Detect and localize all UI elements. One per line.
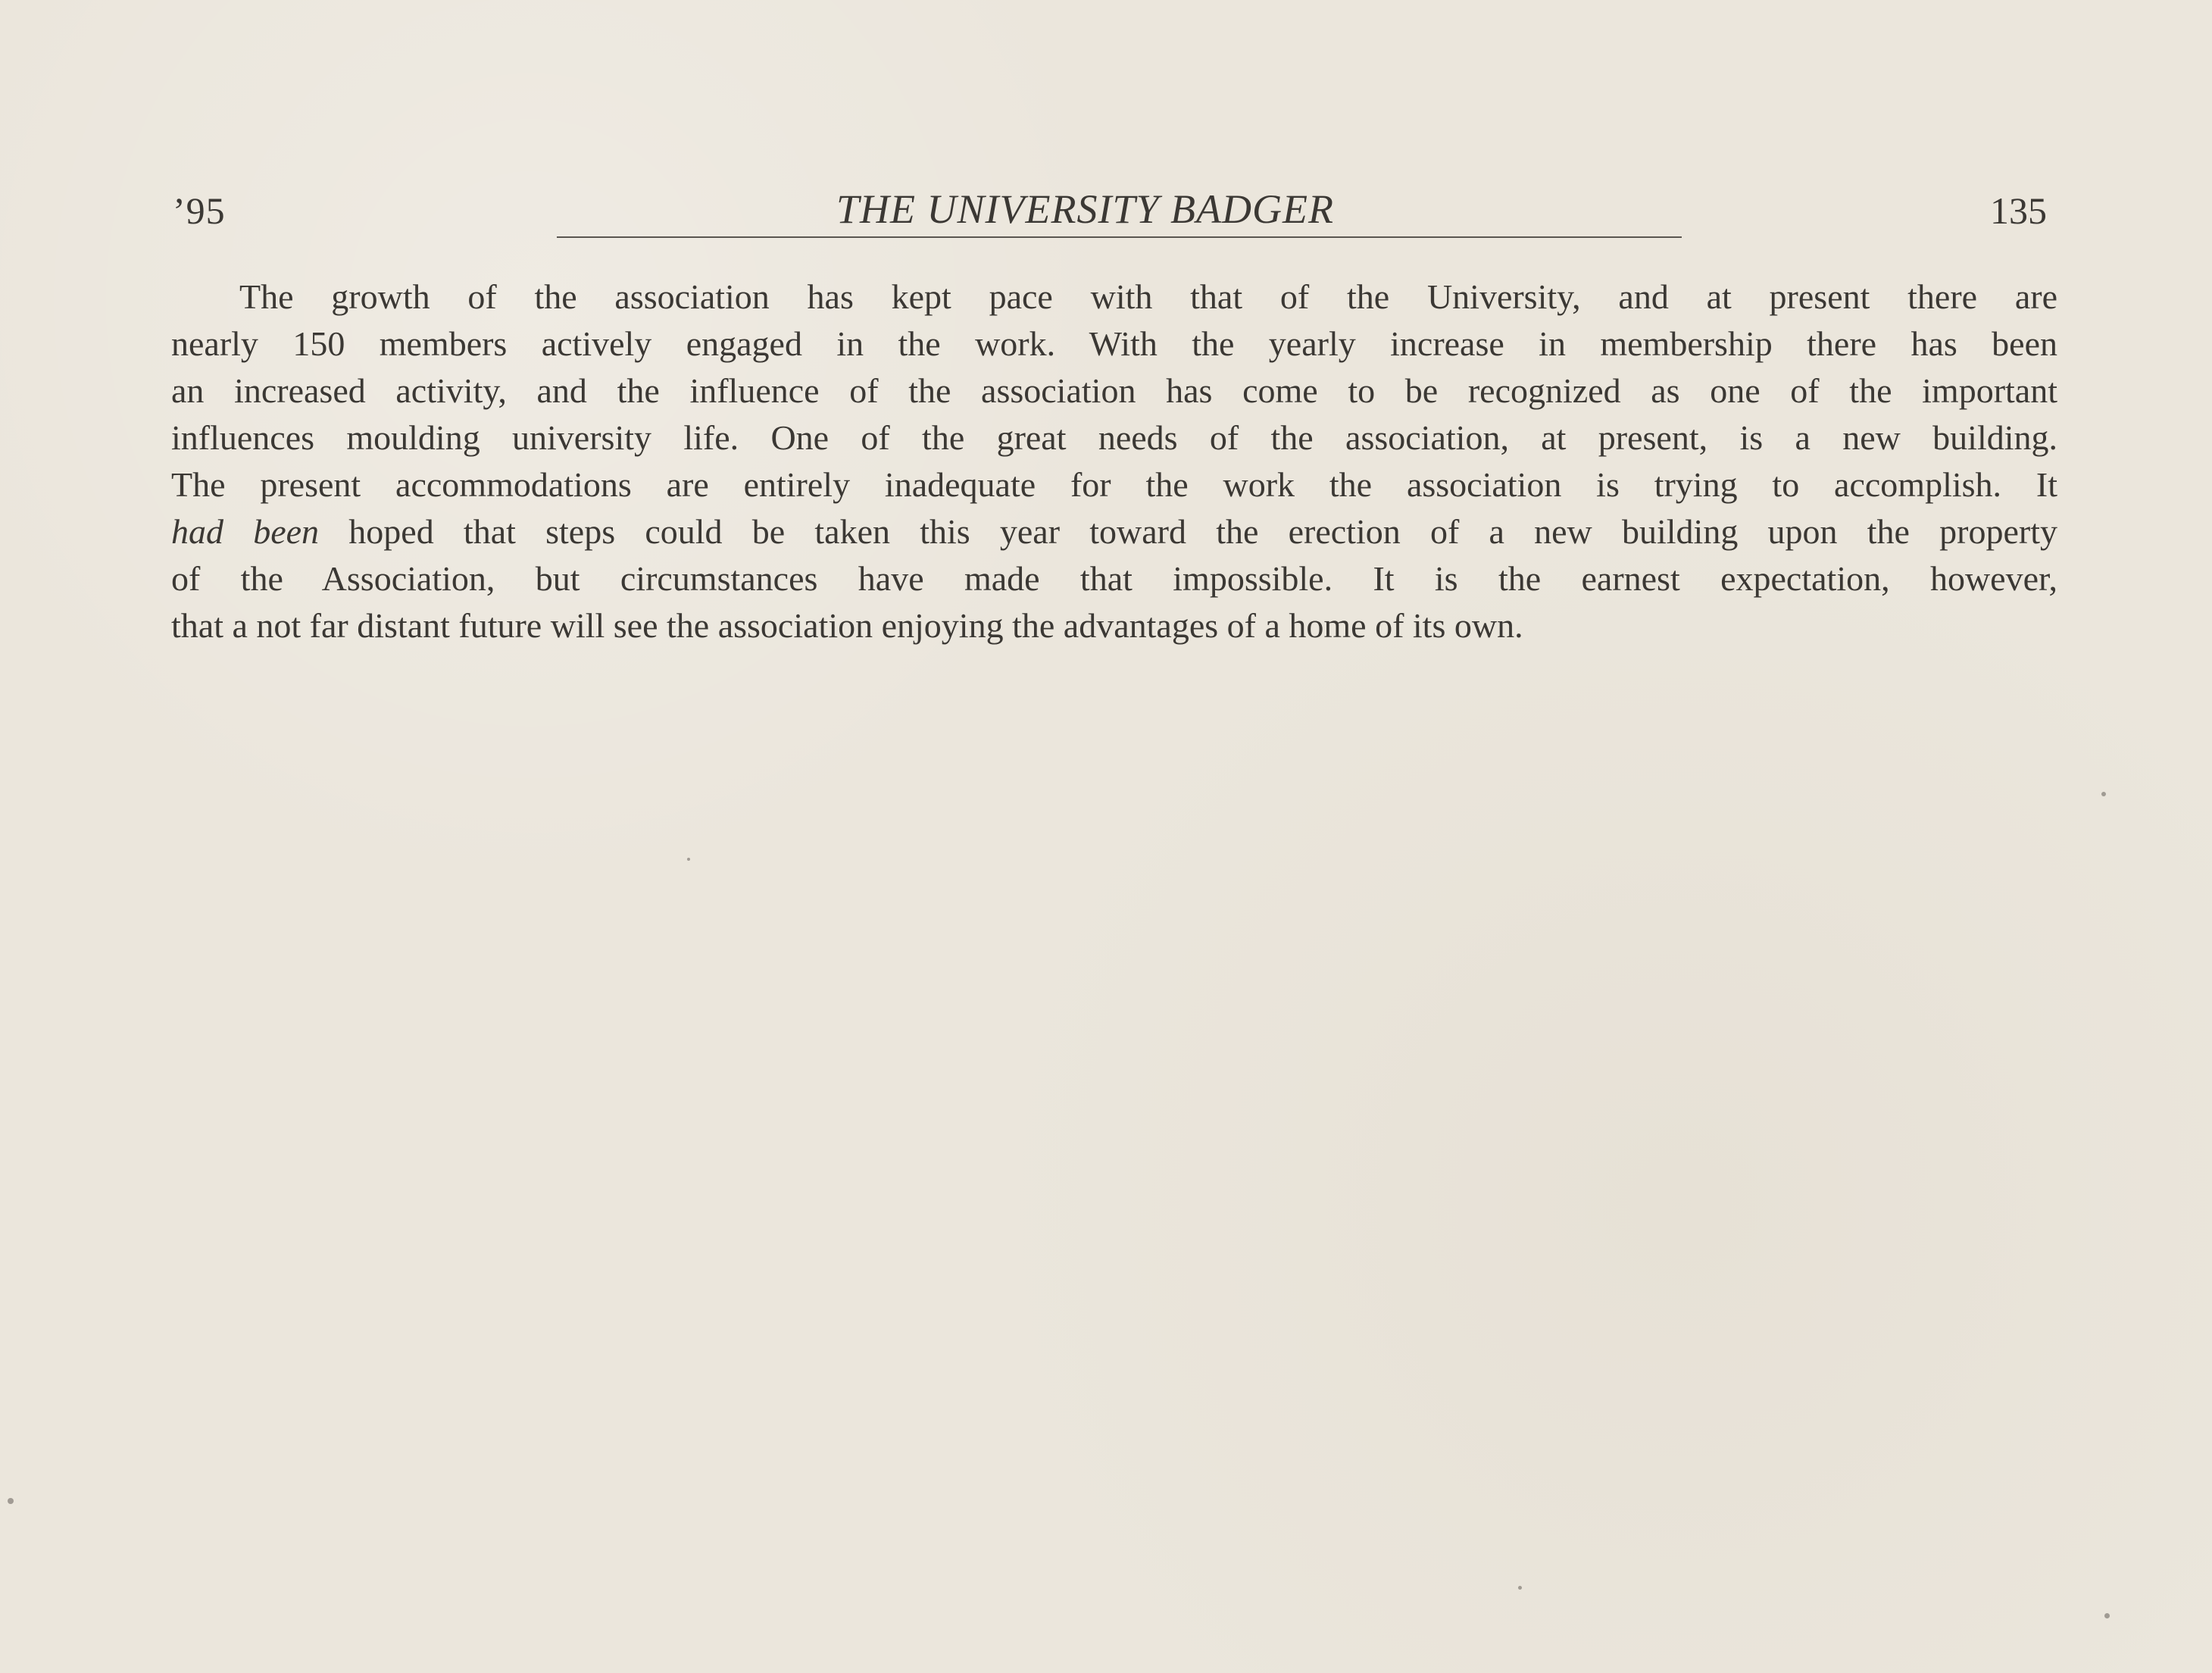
paper-speck — [687, 858, 690, 861]
paragraph-line-3: an increased activity, and the influence of the association has come to be recognized as one of the important — [171, 371, 2057, 410]
paper-speck — [1518, 1586, 1522, 1590]
page-number: 135 — [1990, 189, 2047, 232]
paragraph-line-4: influences moulding university life. One of the great needs of the association, at present, is a new building. — [171, 418, 2057, 457]
paragraph-line-5: The present accommodations are entirely inadequate for the work the association is trying to accomplish. It — [171, 465, 2057, 504]
paragraph-line-8: that a not far distant future will see the association enjoying the advantages of a home of its own. — [171, 606, 1523, 645]
paragraph-line-7: of the Association, but circumstances have made that impossible. It is the earnest expectation, however, — [171, 559, 2057, 598]
paper-speck — [2101, 792, 2106, 796]
publication-title: THE UNIVERSITY BADGER — [836, 186, 1334, 232]
paragraph-line-6 — [171, 510, 2057, 554]
italic-phrase: had been — [171, 512, 320, 551]
paragraph-line-1: The growth of the association has kept pace with that of the University, and at present there are — [239, 277, 2057, 316]
paper-speck — [8, 1498, 14, 1504]
volume-year: ’95 — [173, 189, 226, 232]
paragraph-line-2: nearly 150 members actively engaged in the work. With the yearly increase in membership there has been — [171, 324, 2057, 363]
header-rule — [557, 236, 1682, 238]
line-6-continuation: hoped that steps could be taken this year toward the erection of a new building upon the property — [319, 512, 2057, 551]
paper-speck — [2104, 1613, 2110, 1618]
running-header — [0, 186, 2212, 246]
